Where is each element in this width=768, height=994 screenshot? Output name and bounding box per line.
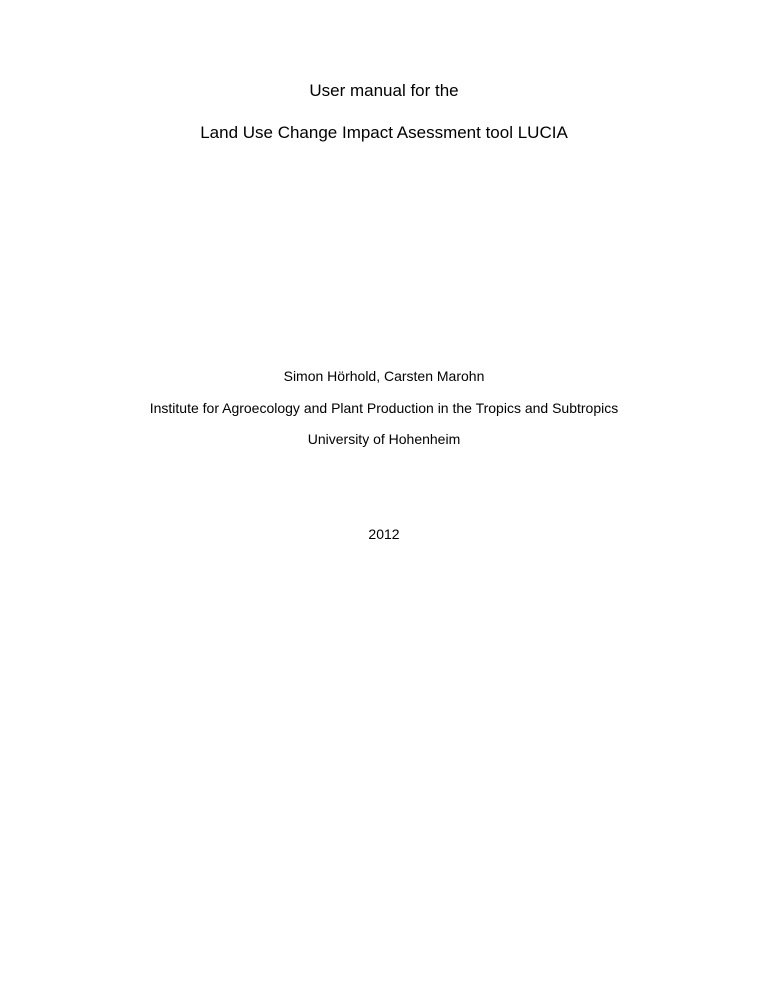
authors: Simon Hörhold, Carsten Marohn	[283, 368, 485, 384]
title-line-2: Land Use Change Impact Asessment tool LUCIA	[200, 123, 568, 142]
institute: Institute for Agroecology and Plant Production in the Tropics and Subtropics	[149, 400, 619, 416]
university: University of Hohenheim	[307, 431, 461, 447]
title-line-1: User manual for the	[309, 81, 459, 100]
year: 2012	[368, 526, 400, 542]
